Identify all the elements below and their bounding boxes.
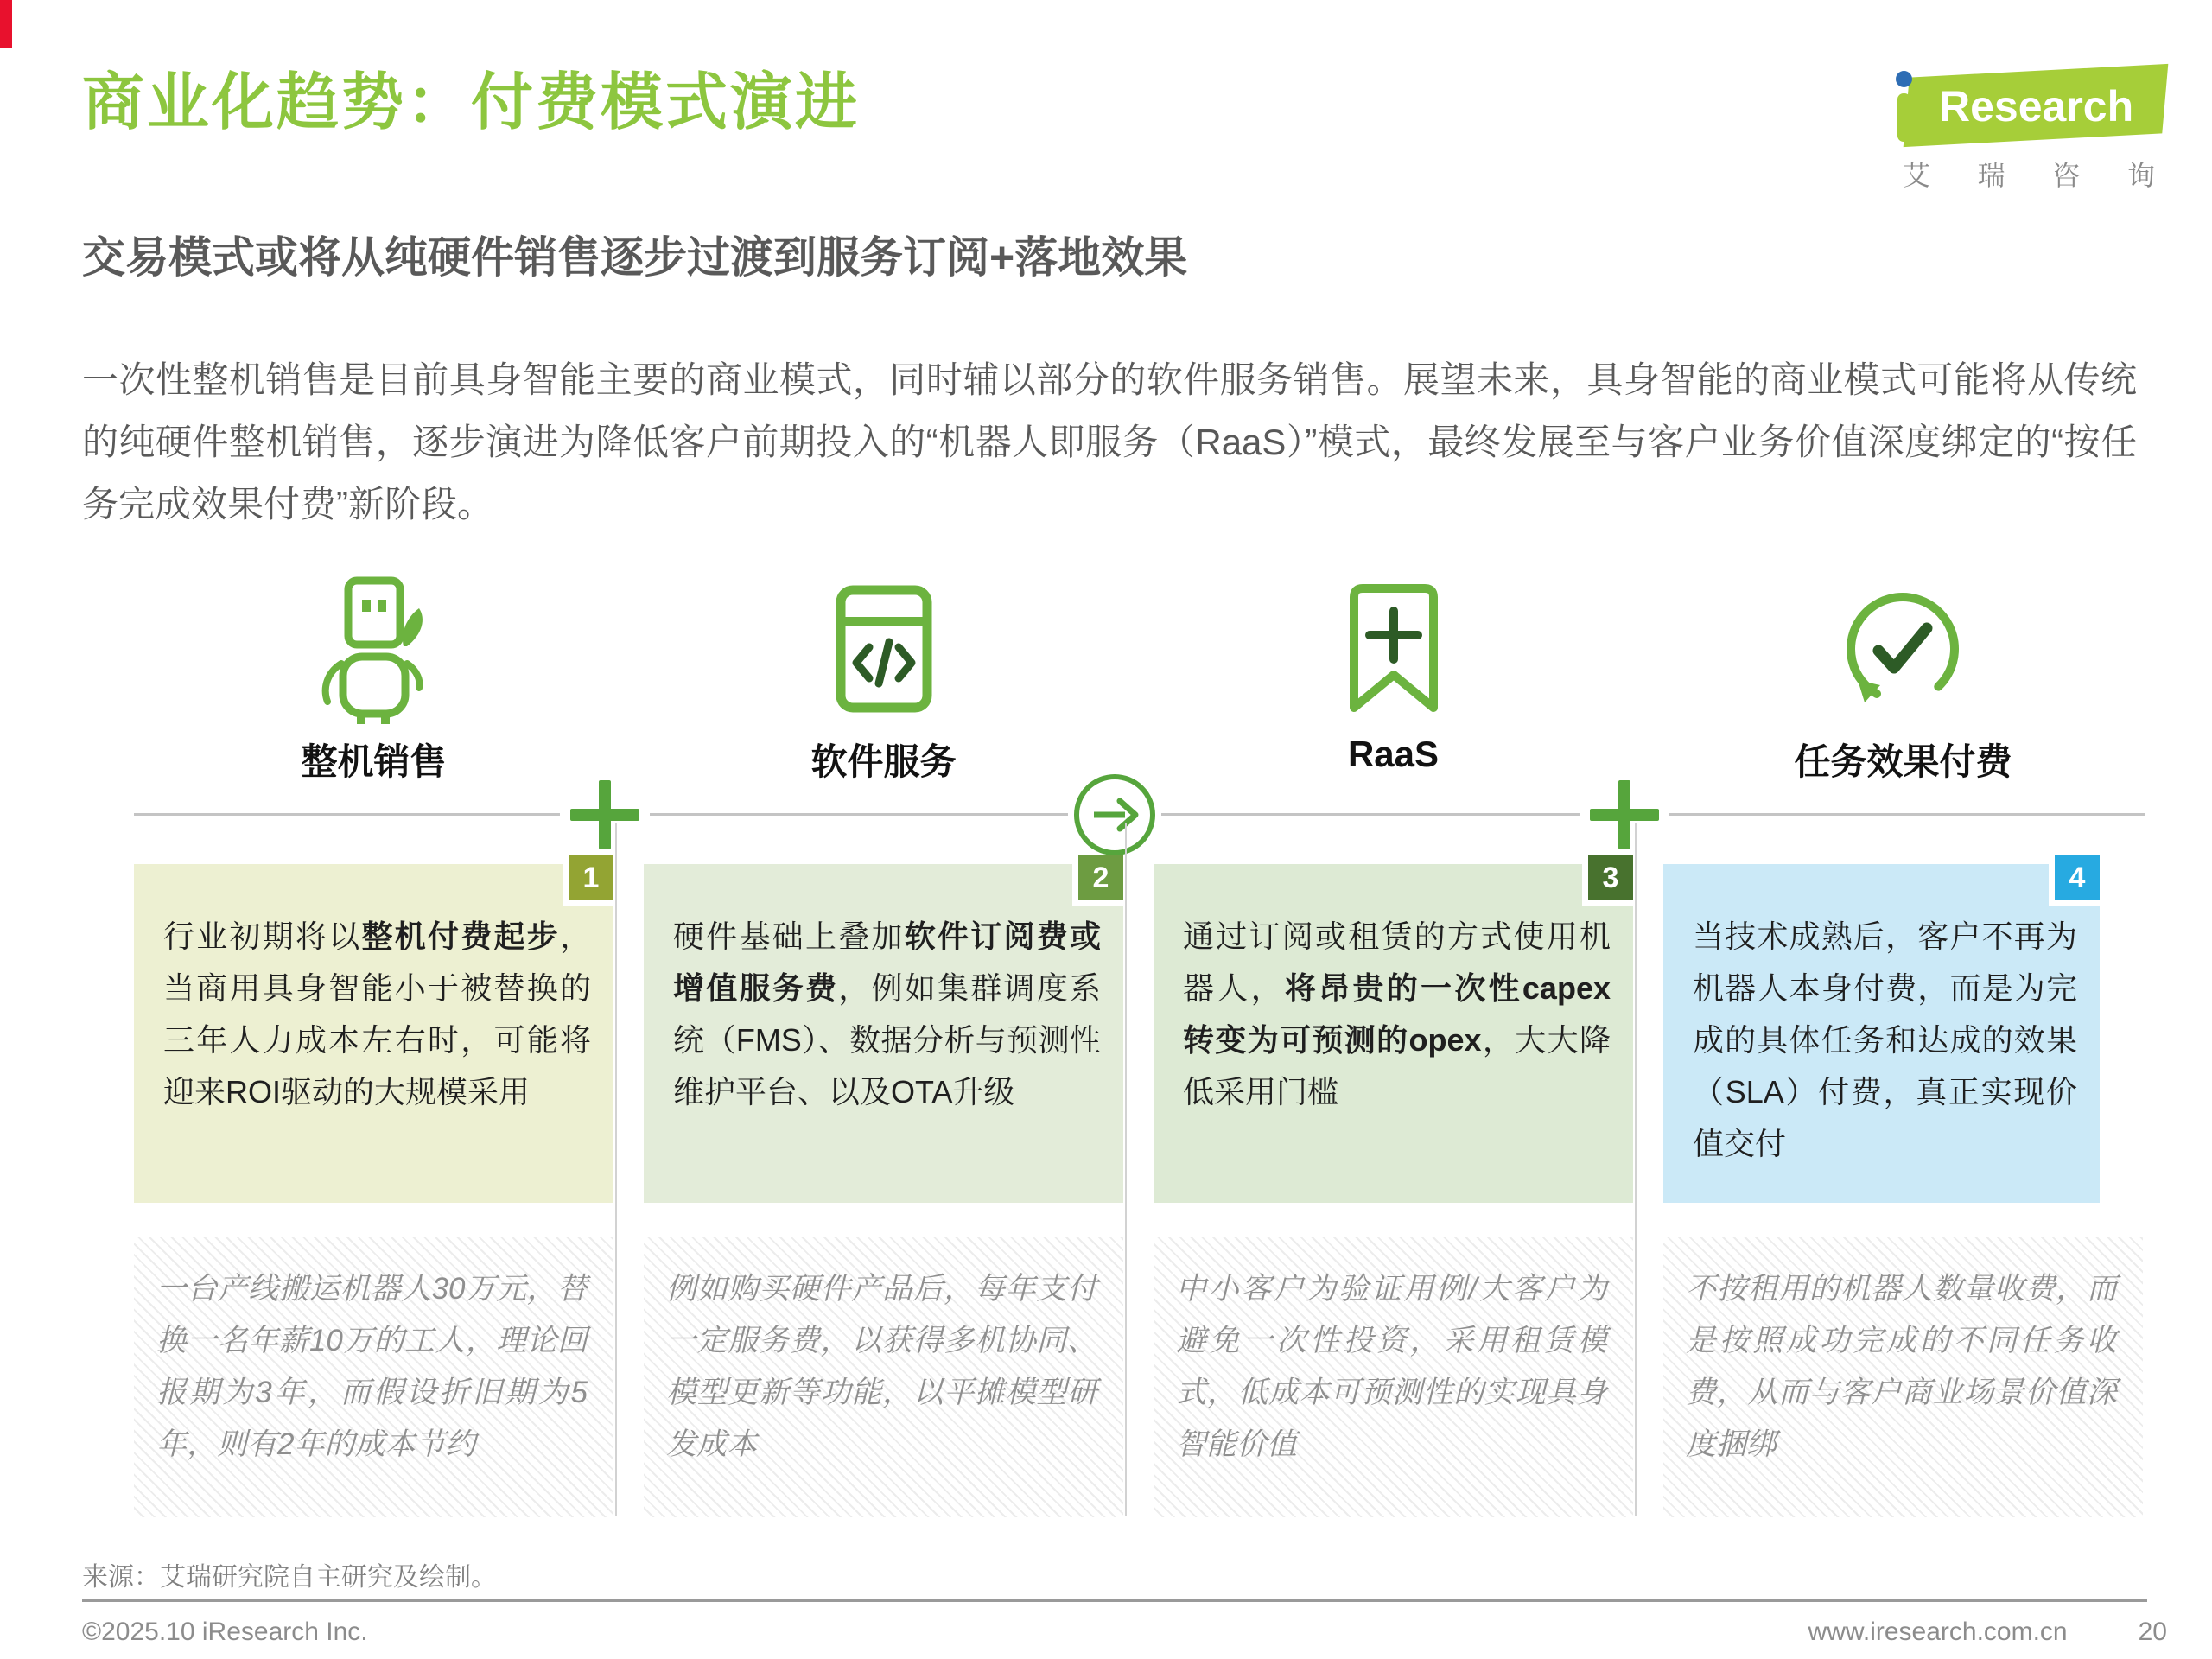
stage-card-4 [1663,861,2100,1203]
logo-cn-char: 艾 [1903,160,1931,191]
red-corner-mark [0,0,12,48]
cycle-check-icon [1663,575,2143,723]
stage-label: 整机销售 [301,741,447,782]
stage-note-4: 不按租用的机器人数量收费，而是按照成功完成的不同任务收费，从而与客户商业场景价值深度捆绑 [1663,1237,2143,1517]
column-divider [615,823,617,1516]
stage-card-1 [134,861,613,1203]
stage-card-row [134,861,2143,1203]
card-text: ，大大降低采用门槛 [1183,1022,1611,1109]
iresearch-logo [1884,62,2169,194]
stage-note-2: 例如购买硬件产品后，每年支付一定服务费，以获得多机协同、模型更新等功能，以平摊模型研发成本 [644,1237,1123,1517]
stage-header-row [134,575,2143,785]
stage-label: 软件服务 [810,741,957,782]
logo-i-stem [1897,93,1910,142]
source-note: 来源：艾瑞研究院自主研究及绘制。 [82,1563,497,1592]
copyright-text: ©2025.10 iResearch Inc. [82,1618,368,1646]
code-window-icon [644,575,1123,723]
column-divider [1635,823,1637,1516]
card-text: ，例如集群调度系统（FMS）、数据分析与预测性维护平台、以及OTA升级 [673,970,1101,1109]
plus-icon [1580,770,1669,860]
logo-wordmark: Research [1939,82,2134,130]
stage-note-row [134,1237,2143,1517]
logo-i-glyph [1896,69,1913,142]
card-text-bold: 将昂贵的一次性capex转变为可预测的opex [1183,970,1611,1058]
card-text-bold: 软件订阅费或增值服务费 [673,918,1101,1006]
card-text: 通过订阅或租赁的方式使用机器人， [1183,918,1611,1006]
stage-label: 任务效果付费 [1794,741,2012,782]
column-divider [1125,823,1127,1516]
arrow-right-circle-icon [1068,768,1161,861]
footer-right [1808,1618,2167,1647]
stage-badge-3: 3 [1582,855,1633,906]
plus-icon [560,770,650,860]
stage-badge-2: 2 [1072,855,1123,906]
card-text-bold: 整机付费起步 [361,918,560,954]
stage-card-2 [644,861,1123,1203]
robot-icon [134,575,613,723]
stage-head-whole-machine [134,575,613,785]
stage-note-3: 中小客户为验证用例/大客户为避免一次性投资，采用租赁模式，低成本可预测性的实现具身智能价值 [1154,1237,1633,1517]
stage-card-3 [1154,861,1633,1203]
stage-note-1: 一台产线搬运机器人30万元，替换一名年薪10万的工人，理论回报期为3年，而假设折旧期为5年，则有2年的成本节约 [134,1237,613,1517]
card-text: 行业初期将以 [163,918,362,954]
logo-cn-char: 瑞 [1977,160,2005,191]
card-text: 硬件基础上叠加 [673,918,905,954]
logo-chinese-name [1903,154,2155,194]
footer-divider [82,1599,2147,1602]
logo-cn-char: 询 [2126,160,2155,191]
intro-paragraph: 一次性整机销售是目前具身智能主要的商业模式，同时辅以部分的软件服务销售。展望未来，具身智能的商业模式可能将从传统的纯硬件整机销售，逐步演进为降低客户前期投入的“机器人即服务（RaaS）”模式，最终发展至与客户业务价值深度绑定的“按任务完成效果付费”新阶段。 [82,359,2137,524]
page-number: 20 [2138,1618,2167,1646]
stage-head-software [644,575,1123,785]
website-text: www.iresearch.com.cn [1808,1618,2068,1646]
stage-badge-1: 1 [563,855,613,906]
page-subtitle: 交易模式或将从纯硬件销售逐步过渡到服务订阅+落地效果 [82,233,1188,282]
stage-head-raas [1154,575,1633,785]
bookmark-plus-icon [1154,575,1633,723]
card-text: 当技术成熟后，客户不再为机器人本身付费，而是为完成的具体任务和达成的效果（SLA）付费，真正实现价值交付 [1693,918,2077,1161]
card-text: ，当商用具身智能小于被替换的三年人力成本左右时，可能将迎来ROI驱动的大规模采用 [163,918,591,1109]
stage-badge-4: 4 [2049,855,2100,906]
iresearch-logo-band [1884,62,2169,149]
logo-cn-char: 咨 [2052,160,2081,191]
stage-head-task-outcome [1663,575,2143,785]
logo-i-dot [1896,71,1912,87]
page-title: 商业化趋势：付费模式演进 [82,68,861,137]
stage-label: RaaS [1347,734,1440,774]
footer [82,1618,2167,1647]
